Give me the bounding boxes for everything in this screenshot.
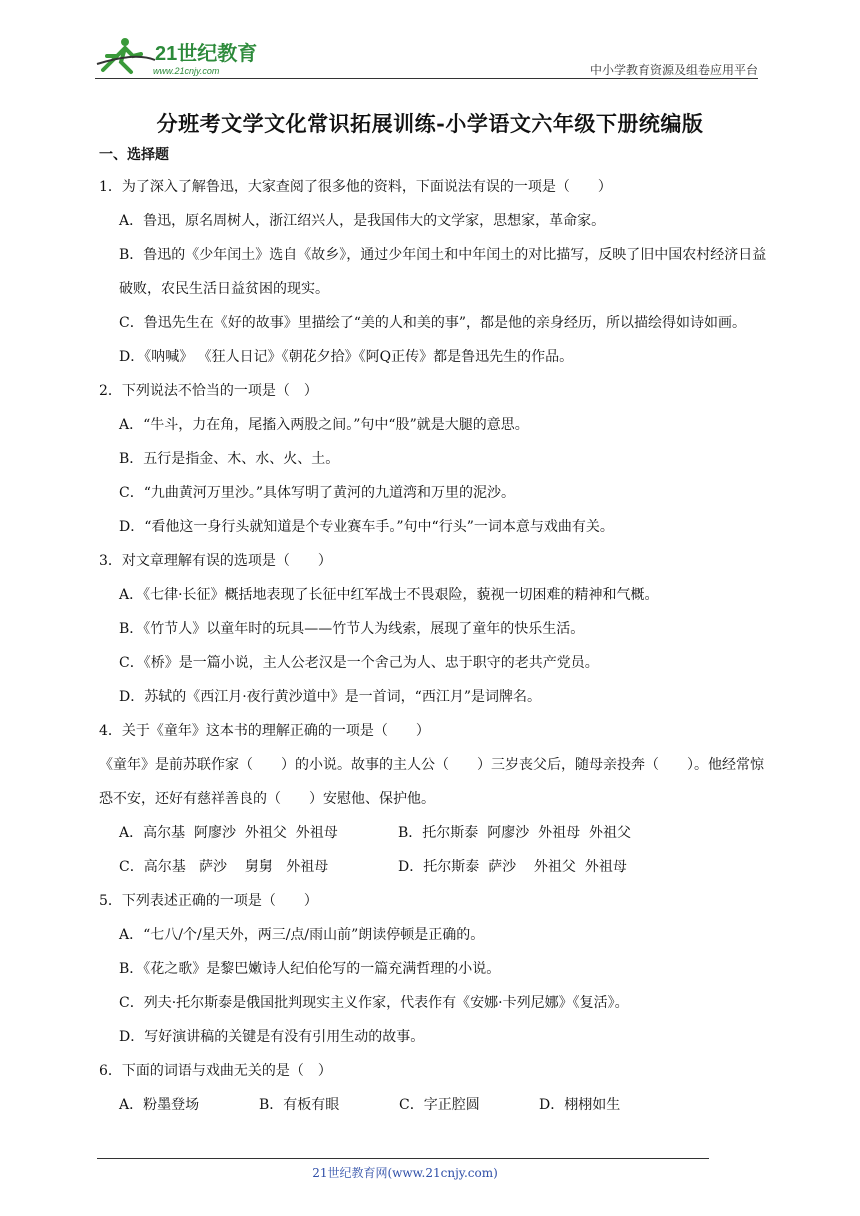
option-a: A．高尔基 阿廖沙 外祖父 外祖母: [119, 825, 338, 841]
option-row: [99, 816, 767, 850]
question-stem: 1．为了深入了解鲁迅，大家查阅了很多他的资料，下面说法有误的一项是（ ）: [99, 179, 612, 195]
option-a: A．“七八/个/星天外，两三/点/雨山前”朗读停顿是正确的。: [119, 927, 485, 943]
header-divider: [95, 78, 758, 79]
option-c: C．高尔基 萨沙 舅舅 外祖母: [119, 859, 329, 875]
footer-divider: [97, 1158, 709, 1159]
page-header: [95, 34, 758, 82]
option-a: A．“牛斗，力在角，尾搐入两股之间。”句中“股”就是大腿的意思。: [119, 417, 529, 433]
option-b: B．鲁迅的《少年闰土》选自《故乡》，通过少年闰土和中年闰土的对比描写，反映了旧中国农村经济日益破败，农民生活日益贫困的现实。: [119, 247, 767, 297]
question-5: [99, 884, 767, 1054]
question-stem: 3．对文章理解有误的选项是（ ）: [99, 553, 332, 569]
site-logo: [95, 34, 265, 78]
question-list: [99, 170, 767, 1122]
section-heading: 一、选择题: [99, 147, 169, 163]
footer-link[interactable]: 21世纪教育网(www.21cnjy.com): [312, 1166, 498, 1180]
option-d: D．“看他这一身行头就知道是个专业赛车手。”句中“行头”一词本意与戏曲有关。: [119, 519, 614, 535]
option-c: C．字正腔圆: [399, 1097, 480, 1113]
option-d: D．苏轼的《西江月·夜行黄沙道中》是一首词，“西江月”是词牌名。: [119, 689, 541, 705]
option-a: A．鲁迅，原名周树人，浙江绍兴人，是我国伟大的文学家，思想家，革命家。: [119, 213, 606, 229]
option-b: B．有板有眼: [259, 1097, 340, 1113]
option-b: B．五行是指金、木、水、火、土。: [119, 451, 340, 467]
question-2: [99, 374, 767, 544]
question-stem: 5．下列表述正确的一项是（ ）: [99, 893, 318, 909]
option-d: D．《呐喊》 《狂人日记》《朝花夕拾》《阿Q正传》都是鲁迅先生的作品。: [119, 349, 574, 365]
option-d: D．托尔斯泰 萨沙 外祖父 外祖母: [398, 859, 627, 875]
document-title: 分班考文学文化常识拓展训练-小学语文六年级下册统编版: [156, 111, 704, 136]
option-row: [99, 850, 767, 884]
option-c: C．“九曲黄河万里沙。”具体写明了黄河的九道湾和万里的泥沙。: [119, 485, 516, 501]
question-stem: 4．关于《童年》这本书的理解正确的一项是（ ）: [99, 723, 430, 739]
logo-url: www.21cnjy.com: [153, 66, 220, 76]
option-c: C．鲁迅先生在《好的故事》里描绘了“美的人和美的事”，都是他的亲身经历，所以描绘得如诗如画。: [119, 315, 747, 331]
option-b: B．托尔斯泰 阿廖沙 外祖母 外祖父: [398, 825, 631, 841]
question-4: [99, 714, 767, 884]
platform-name: 中小学教育资源及组卷应用平台: [589, 63, 758, 77]
question-3: [99, 544, 767, 714]
option-b: B．《竹节人》以童年时的玩具——竹节人为线索，展现了童年的快乐生活。: [119, 621, 585, 637]
option-d: D．写好演讲稿的关键是有没有引用生动的故事。: [119, 1029, 425, 1045]
question-stem: 6．下面的词语与戏曲无关的是（ ）: [99, 1063, 332, 1079]
option-c: C．列夫·托尔斯泰是俄国批判现实主义作家，代表作有《安娜·卡列尼娜》《复活》。: [119, 995, 629, 1011]
question-1: [99, 170, 767, 374]
option-d: D．栩栩如生: [539, 1097, 621, 1113]
question-passage: 《童年》是前苏联作家（ ）的小说。故事的主人公（ ）三岁丧父后，随母亲投奔（ ）。他经常惊恐不安，还好有慈祥善良的（ ）安慰他、保护他。: [99, 757, 764, 807]
option-a: A．粉墨登场: [119, 1097, 200, 1113]
option-c: C．《桥》是一篇小说，主人公老汉是一个舍己为人、忠于职守的老共产党员。: [119, 655, 599, 671]
option-a: A．《七律·长征》概括地表现了长征中红军战士不畏艰险，藐视一切困难的精神和气概。: [119, 587, 659, 603]
option-b: B．《花之歌》是黎巴嫩诗人纪伯伦写的一篇充满哲理的小说。: [119, 961, 501, 977]
logo-text: 21世纪教育: [155, 43, 258, 65]
question-stem: 2．下列说法不恰当的一项是（ ）: [99, 383, 318, 399]
question-6: [99, 1054, 767, 1122]
option-row: [99, 1088, 767, 1122]
runner-icon: [97, 38, 155, 72]
